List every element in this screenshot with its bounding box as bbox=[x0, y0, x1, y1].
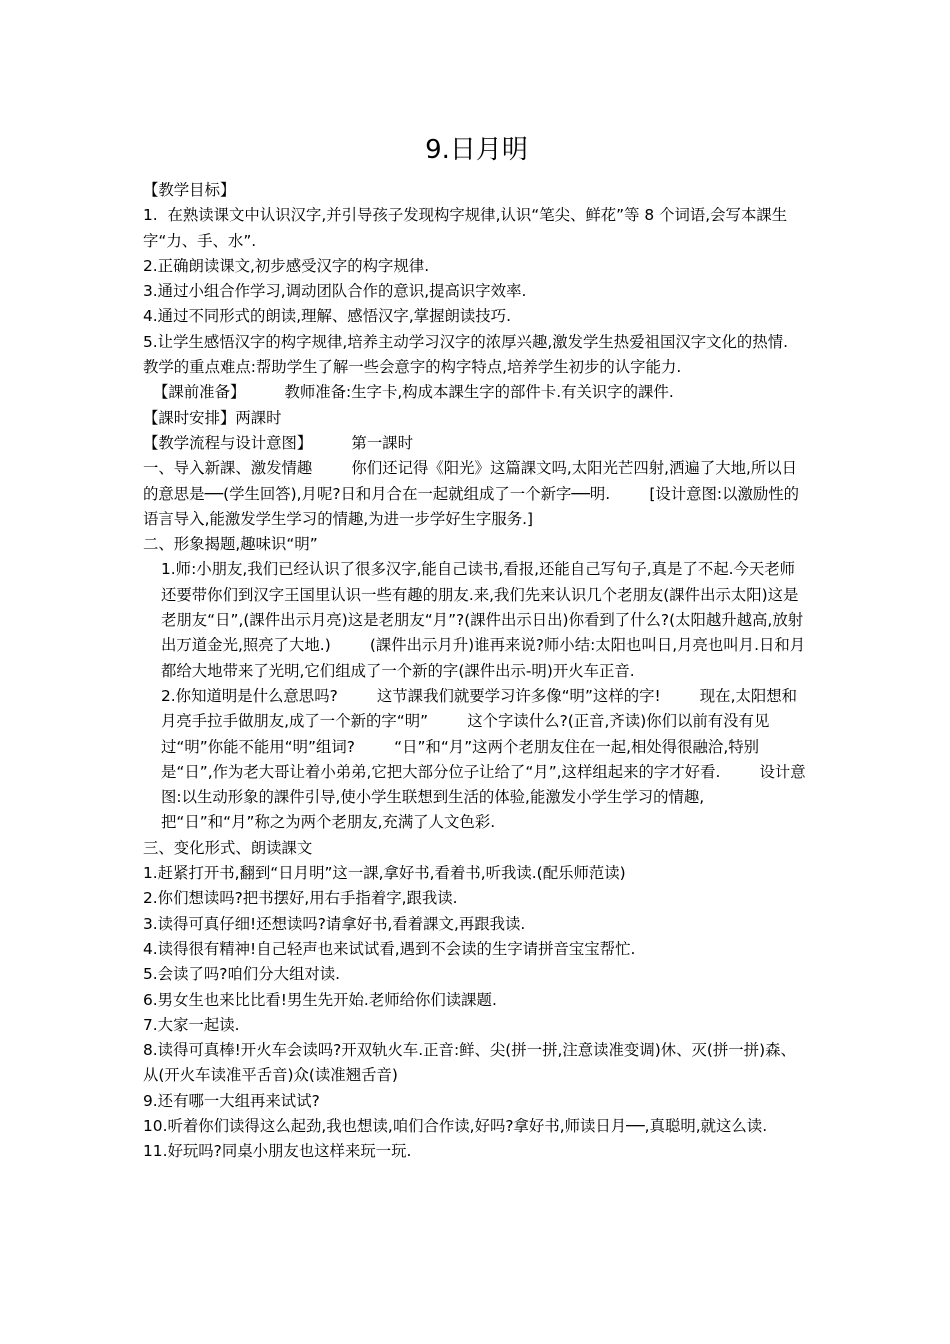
section-two-item-1: 1.师:小朋友,我们已经认识了很多汉字,能自己读书,看报,还能自己写句子,真是了不起.今天老师还要带你们到汉字王国里认识一些有趣的朋友.来,我们先来认识几个老朋友(課件出示太阳)这是老朋友“日”,(課件出示月亮)这是老朋友“月”?(課件出示日出)你看到了什么?(太阳越升越高,放射出万道金光,照亮了大地.) (課件出示月升)谁再来说?师小结:太阳也叫日,月亮也叫月.日和月都给大地带来了光明,它们组成了一个新的字(課件出示-明)开火车正音. bbox=[161, 560, 806, 680]
reading-step-2: 2.你们想读吗?把书摆好,用右手指着字,跟我读. bbox=[143, 889, 458, 908]
section-two-heading: 二、形象揭题,趣味识“明” bbox=[143, 535, 318, 554]
reading-step-6: 6.男女生也来比比看!男生先开始.老师给你们读課题. bbox=[143, 990, 497, 1009]
objective-item-5: 5.让学生感悟汉字的构字规律,培养主动学习汉字的浓厚兴趣,激发学生热爱祖国汉字文化的热情. bbox=[143, 332, 788, 351]
reading-step-1: 1.赶紧打开书,翻到“日月明”这一課,拿好书,看着书,听我读.(配乐师范读) bbox=[143, 864, 626, 883]
section-three-heading: 三、变化形式、朗读課文 bbox=[143, 838, 313, 857]
objective-item-1: 1. 在熟读课文中认识汉字,并引导孩子发现构字规律,认识“笔尖、鲜花”等 8 个词语,会写本課生字“力、手、水”. bbox=[143, 206, 788, 250]
reading-step-10: 10.听着你们读得这么起劲,我也想读,咱们合作读,好吗?拿好书,师读日月──,真聪明,就这么读. bbox=[143, 1116, 768, 1135]
objective-item-3: 3.通过小组合作学习,调动团队合作的意识,提高识字效率. bbox=[143, 282, 527, 301]
objective-item-4: 4.通过不同形式的朗读,理解、感悟汉字,掌握朗读技巧. bbox=[143, 307, 511, 326]
reading-step-8: 8.读得可真棒!开火车会读吗?开双轨火车.正音:鲜、尖(拼一拼,注意读准变调)休、灭(拼一拼)森、从(开火车读准平舌音)众(读准翘舌音) bbox=[143, 1041, 796, 1085]
reading-step-7: 7.大家一起读. bbox=[143, 1015, 240, 1034]
preparation-paragraph: 【課前准备】 教师准备:生字卡,构成本課生字的部件卡.有关识字的課件. bbox=[153, 383, 674, 402]
reading-step-9: 9.还有哪一大组再来试试? bbox=[143, 1091, 320, 1110]
reading-step-11: 11.好玩吗?同桌小朋友也这样来玩一玩. bbox=[143, 1142, 412, 1161]
section-heading-objectives: 【教学目标】 bbox=[143, 181, 236, 199]
schedule-paragraph: 【課时安排】两課时 bbox=[143, 408, 282, 427]
reading-step-5: 5.会读了吗?咱们分大组对读. bbox=[143, 965, 341, 984]
document-page bbox=[143, 128, 810, 1165]
reading-step-4: 4.读得很有精神!自己轻声也来试试看,遇到不会读的生字请拼音宝宝帮忙. bbox=[143, 939, 636, 958]
key-points-paragraph: 教学的重点难点:帮助学生了解一些会意字的构字特点,培养学生初步的认字能力. bbox=[143, 358, 682, 377]
reading-step-3: 3.读得可真仔细!还想读吗?请拿好书,看着課文,再跟我读. bbox=[143, 914, 526, 933]
document-title: 9.日月明 bbox=[425, 135, 528, 165]
flow-heading: 【教学流程与设计意图】 第一課时 bbox=[143, 433, 413, 452]
section-two-item-2: 2.你知道明是什么意思吗? 这节課我们就要学习许多像“明”这样的字! 现在,太阳想和月亮手拉手做朋友,成了一个新的字“明” 这个字读什么?(正音,齐读)你们以前有没有见过“明”你能不能用“明”组词? “日”和“月”这两个老朋友住在一起,相处得很融洽,特别是“日”,作为老大哥让着小弟弟,它把大部分位子让给了“月”,这样组起来的字才好看. 设计意图:以生动形象的課件引导,使小学生联想到生活的体验,能激发小学生学习的情趣,把“日”和“月”称之为两个老朋友,充满了人文色彩. bbox=[161, 686, 806, 832]
section-one-paragraph: 一、导入新課、激发情趣 你们还记得《阳光》这篇課文吗,太阳光芒四射,洒遍了大地,所以日的意思是──(学生回答),月呢?日和月合在一起就组成了一个新字──明. [设计意图:以激励性的语言导入,能激发学生学习的情趣,为进一步学好生字服务.] bbox=[143, 459, 800, 528]
objective-item-2: 2.正确朗读课文,初步感受汉字的构字规律. bbox=[143, 256, 430, 275]
